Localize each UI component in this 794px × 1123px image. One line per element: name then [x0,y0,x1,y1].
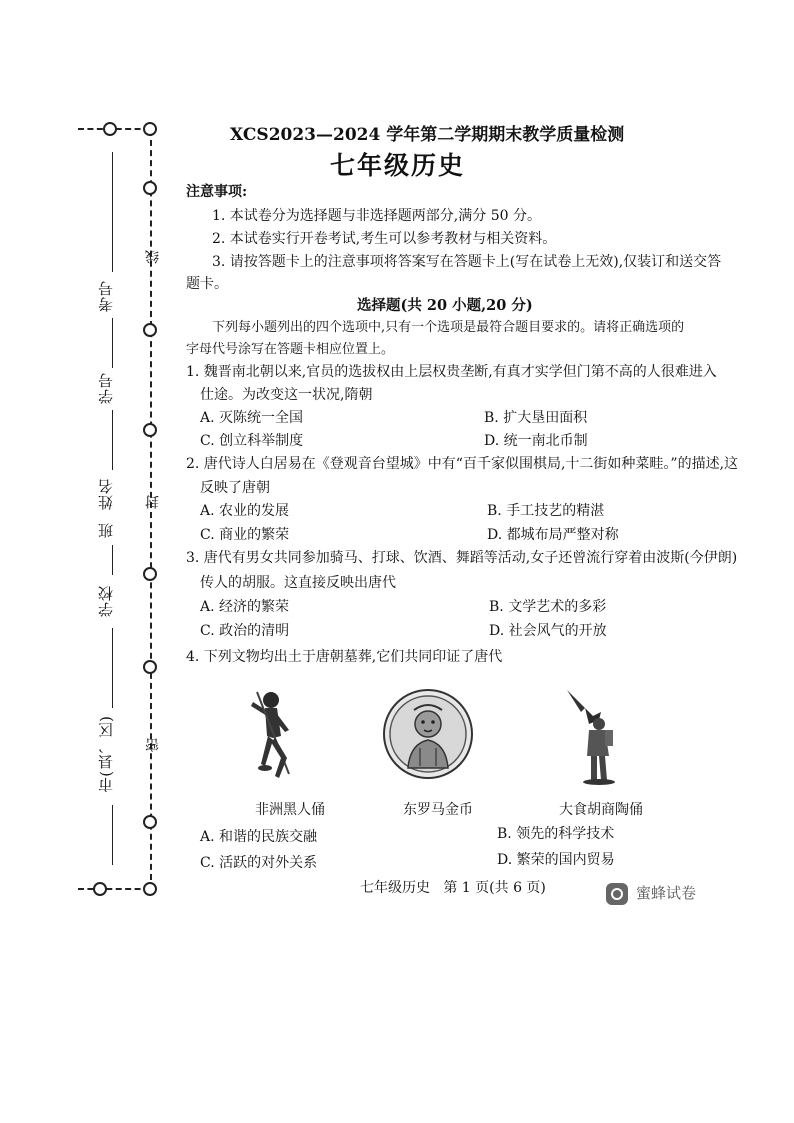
question-3-option-c: C. 政治的清明 [200,623,290,639]
question-2-stem: 2. 唐代诗人白居易在《登观音台望城》中有“百千家似围棋局,十二街如种菜畦。”的描述,这 [186,456,739,472]
binding-dashed-line [150,130,152,890]
caption-african-figurine: 非洲黑人俑 [255,802,325,818]
watermark-text: 蜜蜂试卷 [636,884,697,902]
question-1-option-c: C. 创立科举制度 [200,433,304,449]
question-1-stem: 1. 魏晋南北朝以来,官员的选拔权由上层权贵垄断,有真才实学但门第不高的人很难进入 [186,364,717,380]
watermark-logo-icon [606,883,628,905]
question-2-option-b: B. 手工技艺的精湛 [487,503,605,519]
section-instruction: 字母代号涂写在答题卡相应位置上。 [186,342,395,357]
question-1-option-a: A. 灭陈统一全国 [200,410,304,426]
question-2-option-a: A. 农业的发展 [200,503,290,519]
question-4-option-c: C. 活跃的对外关系 [200,855,318,871]
arab-merchant-figurine-image [555,690,625,790]
fill-line [112,628,113,708]
fill-line [112,410,113,470]
question-2-option-d: D. 都城布局严整对称 [487,527,619,543]
question-4-option-d: D. 繁荣的国内贸易 [497,852,615,868]
margin-label-district: 市(县、区) [97,715,115,793]
section-title: 选择题(共 20 小题,20 分) [357,297,533,314]
fill-line [112,318,113,368]
margin-mark-fold: 封 [145,495,161,509]
binding-hole [143,567,157,581]
question-3-option-a: A. 经济的繁荣 [200,599,290,615]
binding-hole [143,122,157,136]
notice-item: 2. 本试卷实行开卷考试,考生可以参考教材与相关资料。 [212,231,557,247]
subject-title: 七年级历史 [330,151,466,180]
caption-gold-coin: 东罗马金币 [403,802,473,818]
page-footer: 七年级历史 第 1 页(共 6 页) [360,880,546,896]
question-3-stem: 传人的胡服。这直接反映出唐代 [200,575,396,591]
margin-label-class: 班 [97,522,115,538]
margin-label-name: 姓名 [97,478,115,510]
binding-hole [93,882,107,896]
margin-label-exam-no: 考号 [97,280,115,312]
notice-heading: 注意事项: [186,184,248,200]
question-3-option-b: B. 文学艺术的多彩 [489,599,607,615]
bottom-dash [78,888,150,890]
binding-hole [103,122,117,136]
question-2-option-c: C. 商业的繁荣 [200,527,290,543]
question-4-stem: 4. 下列文物均出土于唐朝墓葬,它们共同印证了唐代 [186,649,503,665]
fill-line [112,805,113,865]
binding-hole [143,323,157,337]
question-2-stem: 反映了唐朝 [200,480,270,496]
fill-line [112,152,113,272]
exam-title: XCS2023—2024 学年第二学期期末教学质量检测 [230,125,625,145]
notice-item: 题卡。 [186,276,228,292]
binding-hole [143,181,157,195]
fill-line [112,545,113,575]
byzantine-gold-coin-image [382,688,474,780]
question-3-stem: 3. 唐代有男女共同参加骑马、打球、饮酒、舞蹈等活动,女子还曾流行穿着由波斯(今伊朗) [186,550,738,566]
question-1-stem: 仕途。为改变这一状况,隋朝 [200,387,373,403]
binding-hole [143,882,157,896]
african-figurine-image [243,686,303,786]
margin-mark-seal: 密 [145,738,161,752]
caption-merchant-figurine: 大食胡商陶俑 [559,802,643,818]
binding-hole [143,660,157,674]
margin-label-student-no: 学号 [97,372,115,404]
question-4-option-b: B. 领先的科学技术 [497,826,615,842]
margin-label-school: 学校 [97,585,115,617]
notice-item: 1. 本试卷分为选择题与非选择题两部分,满分 50 分。 [212,208,541,224]
question-4-option-a: A. 和谐的民族交融 [200,829,318,845]
section-instruction: 下列每小题列出的四个选项中,只有一个选项是最符合题目要求的。请将正确选项的 [212,320,685,335]
margin-mark-line: 线 [145,250,161,264]
binding-hole [143,423,157,437]
question-1-option-b: B. 扩大垦田面积 [484,410,588,426]
question-1-option-d: D. 统一南北币制 [484,433,588,449]
notice-item: 3. 请按答题卡上的注意事项将答案写在答题卡上(写在试卷上无效),仅装订和送交答 [212,254,722,270]
question-3-option-d: D. 社会风气的开放 [489,623,607,639]
binding-hole [143,815,157,829]
